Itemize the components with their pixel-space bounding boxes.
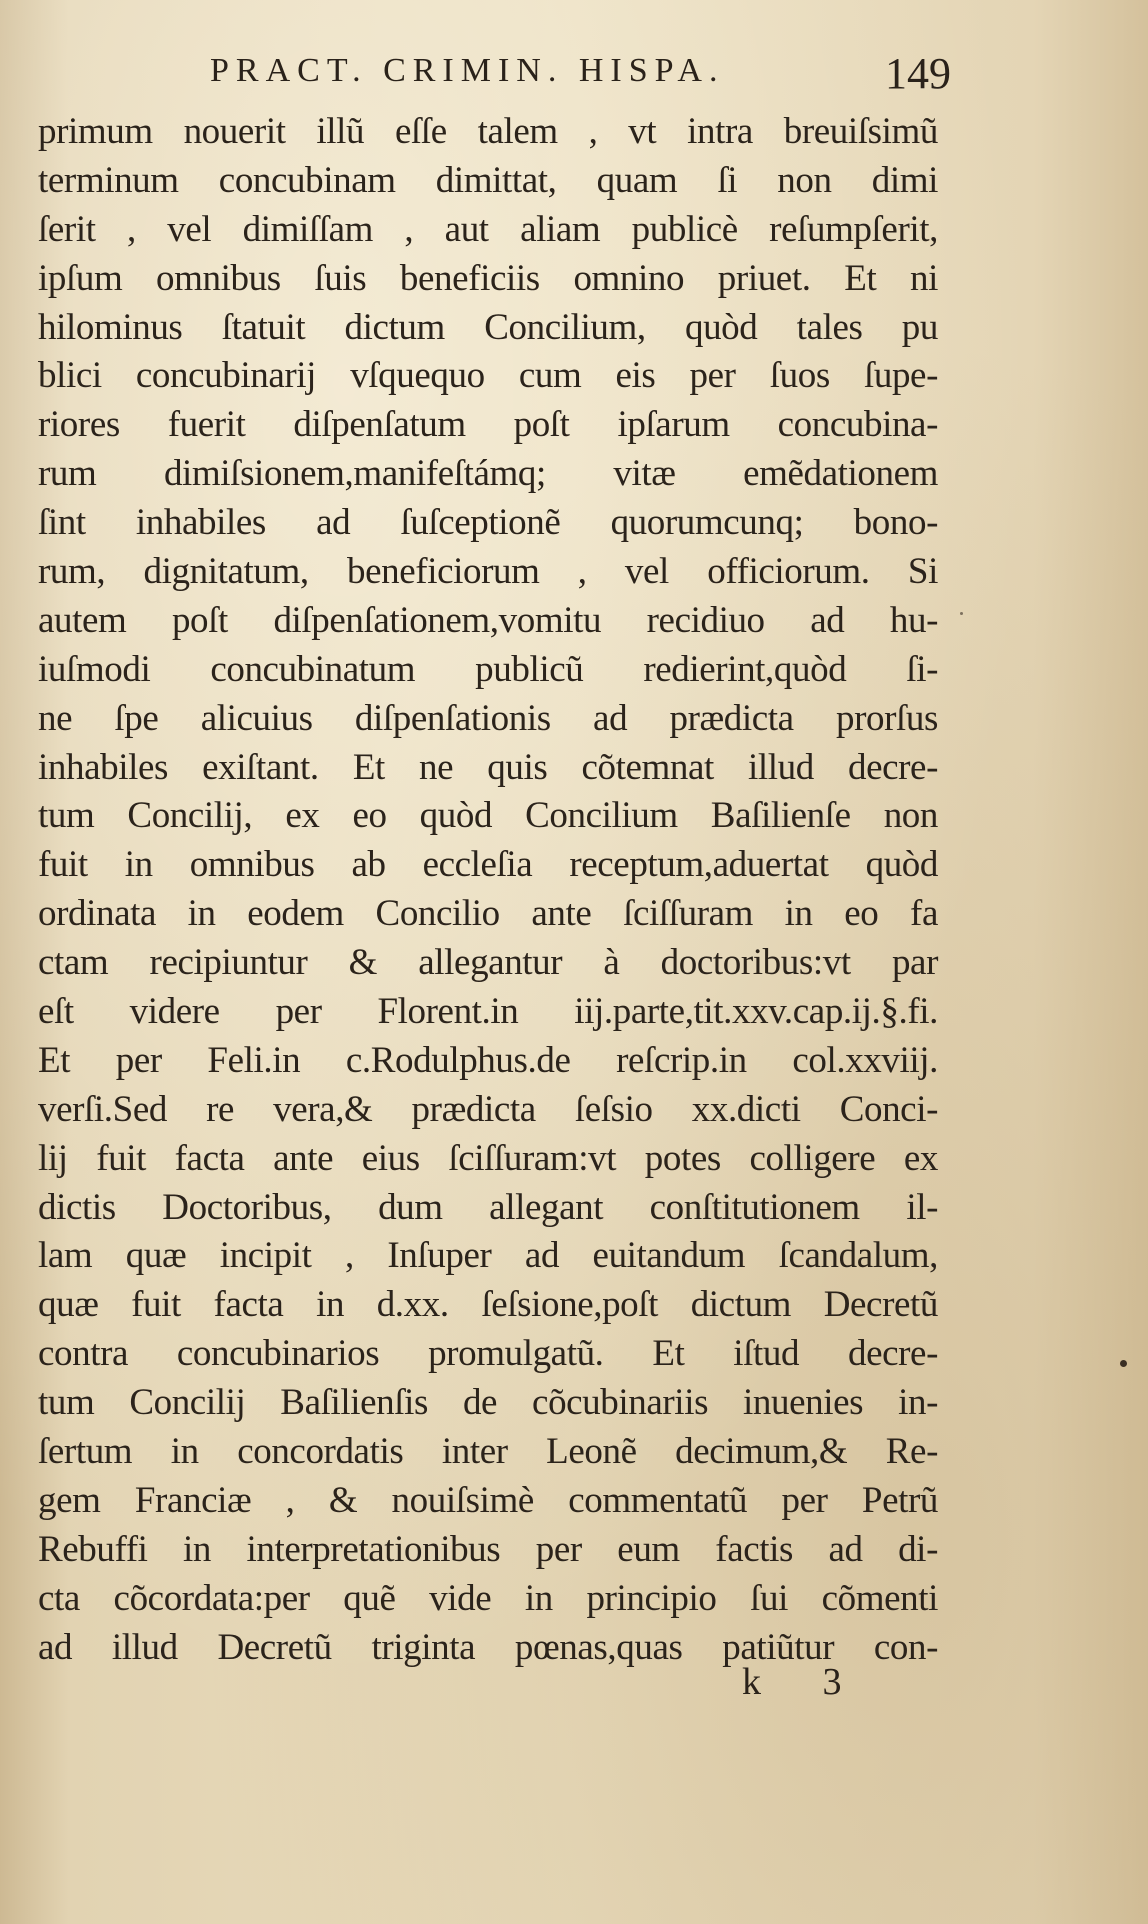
text-line: cta cõcordata:per quẽ vide in principio ſui cõmenti xyxy=(38,1577,938,1619)
text-line: Rebuffi in interpretationibus per eum factis ad di- xyxy=(38,1528,938,1570)
text-line: rum, dignitatum, beneficiorum , vel officiorum. Si xyxy=(38,551,938,593)
text-line: eſt videre per Florent.in iij.parte,tit.xxv.cap.ij.§.fi. xyxy=(38,991,938,1033)
text-line: iuſmodi concubinatum publicũ redierint,quòd ſi- xyxy=(38,648,938,690)
text-line: hilominus ſtatuit dictum Concilium, quòd tales pu xyxy=(38,306,938,348)
text-line: tum Concilij, ex eo quòd Concilium Baſilienſe non xyxy=(38,795,938,837)
text-line: gem Franciæ , & nouiſsimè commentatũ per Petrũ xyxy=(38,1479,938,1521)
text-line: lam quæ incipit , Inſuper ad euitandum ſcandalum, xyxy=(38,1235,938,1277)
ink-speck xyxy=(1120,1360,1127,1367)
text-line: ſint inhabiles ad ſuſceptionẽ quorumcunq; bono- xyxy=(38,502,938,544)
text-line: terminum concubinam dimittat, quam ſi non dimi xyxy=(38,159,938,201)
text-line: quæ fuit facta in d.xx. ſeſsione,poſt dictum Decretũ xyxy=(38,1284,938,1326)
text-line: rum dimiſsionem,manifeſtámq; vitæ emẽdationem xyxy=(38,453,938,495)
text-line: ſerit , vel dimiſſam , aut aliam publicè reſumpſerit, xyxy=(38,208,938,250)
text-line: primum nouerit illũ eſſe talem , vt intra breuiſsimũ xyxy=(38,111,938,152)
text-line: ctam recipiuntur & allegantur à doctoribus:vt par xyxy=(38,942,938,984)
text-line: blici concubinarij vſquequo cum eis per ſuos ſupe- xyxy=(38,355,938,397)
text-line: ipſum omnibus ſuis beneficiis omnino priuet. Et ni xyxy=(38,257,938,299)
text-line: ſertum in concordatis inter Leonẽ decimum,& Re- xyxy=(38,1431,938,1473)
text-line: tum Concilij Baſilienſis de cõcubinariis inuenies in- xyxy=(38,1382,938,1424)
text-line: verſi.Sed re vera,& prædicta ſeſsio xx.dicti Conci- xyxy=(38,1088,938,1130)
text-line: contra concubinarios promulgatũ. Et iſtud decre- xyxy=(38,1333,938,1375)
text-line: ad illud Decretũ triginta pœnas,quas patiũtur con- xyxy=(38,1626,938,1668)
running-title: PRACT. CRIMIN. HISPA. xyxy=(210,52,725,89)
signature-mark: k 3 xyxy=(742,1661,868,1703)
text-line: Et per Feli.in c.Rodulphus.de reſcrip.in col.xxviij. xyxy=(38,1039,938,1081)
text-line: fuit in omnibus ab eccleſia receptum,aduertat quòd xyxy=(38,844,938,886)
text-line: ne ſpe alicuius diſpenſationis ad prædicta prorſus xyxy=(38,697,938,739)
text-line: ordinata in eodem Concilio ante ſciſſuram in eo fa xyxy=(38,893,938,935)
page-number: 149 xyxy=(885,49,951,98)
text-line: autem poſt diſpenſationem,vomitu recidiuo ad hu- xyxy=(38,599,938,641)
text-line: dictis Doctoribus, dum allegant conſtitutionem il- xyxy=(38,1186,938,1228)
body-text xyxy=(38,108,938,1673)
text-line: inhabiles exiſtant. Et ne quis cõtemnat illud decre- xyxy=(38,746,938,788)
text-line: lij fuit facta ante eius ſciſſuram:vt potes colligere ex xyxy=(38,1137,938,1179)
text-line: riores fuerit diſpenſatum poſt ipſarum concubina- xyxy=(38,404,938,446)
ink-speck xyxy=(960,612,963,615)
